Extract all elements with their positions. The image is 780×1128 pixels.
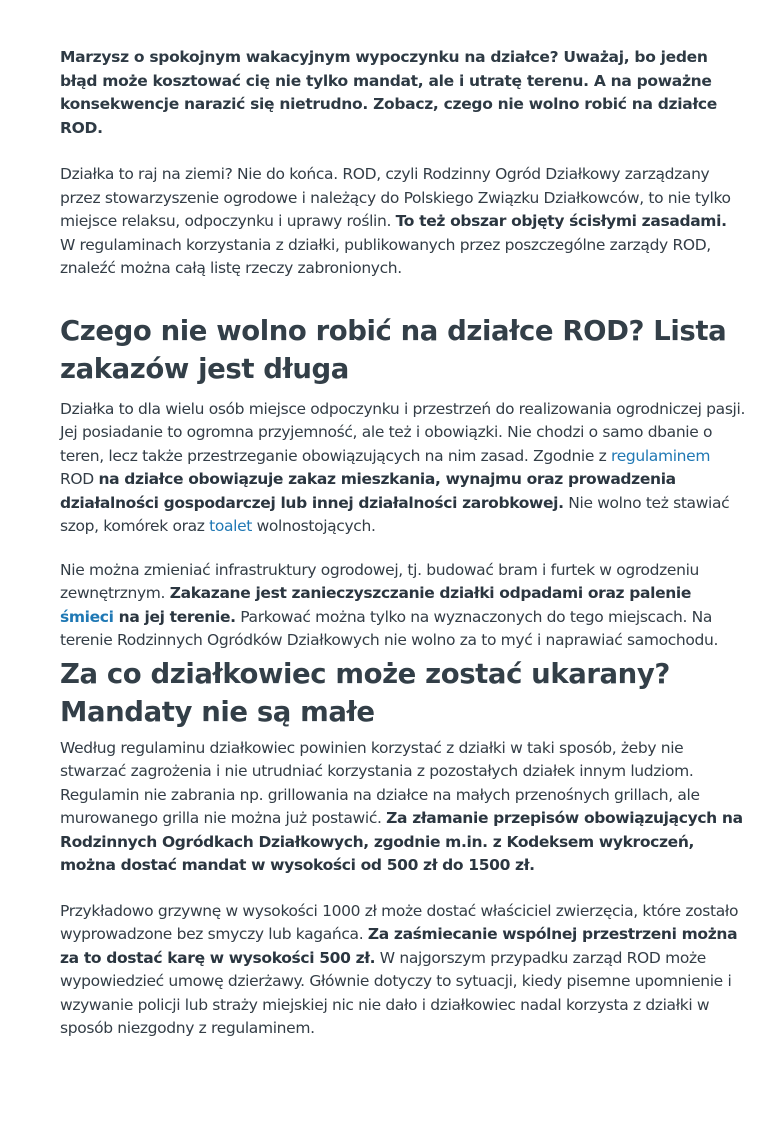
prohibitions-text-3: Nie wolno też stawiać szop, komórek oraz [60, 493, 730, 535]
fines-text-2: W najgorszym przypadku zarząd ROD może wypowiedzieć umowę dzierżawy. Głównie dotyczy to sytuacji, kiedy pisemne upomnienie i wzywanie policji lub straży miejskiej nic nie dało i działkowiec nadal korzysta z działki w sposób niezgodny z regulaminem. [60, 948, 732, 1037]
penalties-bold-1: Za złamanie przepisów obowiązujących na Rodzinnych Ogródkach Działkowych, zgodnie m.in. z Kodeksem wykroczeń, można dostać mandat w wysokości od 500 zł do 1500 zł. [60, 809, 743, 874]
penalties-text-1: Według regulaminu działkowiec powinien korzystać z działki w taki sposób, żeby nie stwarzać zagrożenia i nie utrudniać korzystania z pozostałych działek innym ludziom. Regulamin nie zabrania np. grillowania na działce na małych przenośnych grillach, ale murowanego grilla nie można już postawić. [60, 738, 700, 827]
infrastructure-text-1: Nie można zmieniać infrastruktury ogrodowej, tj. budować bram i furtek w ogrodzeniu zewnętrznym. [60, 560, 700, 602]
infrastructure-bold-2: na jej terenie. [113, 607, 236, 626]
waste-link[interactable]: śmieci [60, 607, 114, 626]
regulations-link[interactable]: regulaminem [611, 446, 711, 465]
intro-text-1: Działka to raj na ziemi? Nie do końca. ROD, czyli Rodzinny Ogród Działkowy zarządzany przez stowarzyszenie ogrodowe i należący do Polskiego Związku Działkowców, to nie tylko miejsce relaksu, odpoczynku i uprawy roślin. [60, 165, 731, 230]
article-lead: Marzysz o spokojnym wakacyjnym wypoczynku na działce? Uważaj, bo jeden błąd może kosztować cię nie tylko mandat, ale i utratę terenu. A na poważne konsekwencje narazić się nietrudno. Zobacz, czego nie wolno robić na działce ROD. [60, 48, 718, 137]
penalties-paragraph-2 [60, 900, 746, 1041]
infrastructure-bold-1: Zakazane jest zanieczyszczanie działki odpadami oraz palenie [169, 584, 692, 602]
section-heading-penalties: Za co działkowiec może zostać ukarany? Mandaty nie są małe [60, 657, 670, 728]
prohibitions-text-4: wolnostojących. [252, 517, 376, 535]
fines-text-1: Przykładowo grzywnę w wysokości 1000 zł może dostać właściciel zwierzęcia, które zostało wyprowadzone bez smyczy lub kagańca. [60, 901, 739, 943]
prohibitions-text-1: Działka to dla wielu osób miejsce odpoczynku i przestrzeń do realizowania ogrodniczej pasji. Jej posiadanie to ogromna przyjemność, ale też i obowiązki. Nie chodzi o samo dbanie o teren, lecz także przestrzeganie obowiązujących na nim zasad. Zgodnie z [60, 399, 746, 465]
penalties-paragraph-1 [60, 737, 746, 878]
fines-bold-1: Za zaśmiecanie wspólnej przestrzeni można za to dostać karę w wysokości 500 zł. [60, 925, 738, 967]
prohibitions-text-2: ROD [60, 470, 99, 488]
intro-bold-1: To też obszar objęty ścisłymi zasadami. [395, 212, 727, 230]
intro-text-2: W regulaminach korzystania z działki, publikowanych przez poszczególne zarządy ROD, znaleźć można całą listę rzeczy zabronionych. [60, 235, 711, 277]
intro-paragraph [60, 163, 746, 281]
prohibitions-paragraph-1 [60, 398, 746, 539]
toilets-link[interactable]: toalet [209, 517, 253, 535]
infrastructure-text-2: Parkować można tylko na wyznaczonych do tego miejscach. Na terenie Rodzinnych Ogródków Działkowych nie wolno za to myć i naprawiać samochodu. [60, 607, 719, 649]
section-heading-prohibitions: Czego nie wolno robić na działce ROD? Lista zakazów jest długa [60, 314, 727, 385]
prohibitions-paragraph-2 [60, 559, 746, 653]
prohibitions-bold-1: na działce obowiązuje zakaz mieszkania, wynajmu oraz prowadzenia działalności gospodarczej lub innej działalności zarobkowej. [60, 470, 676, 512]
